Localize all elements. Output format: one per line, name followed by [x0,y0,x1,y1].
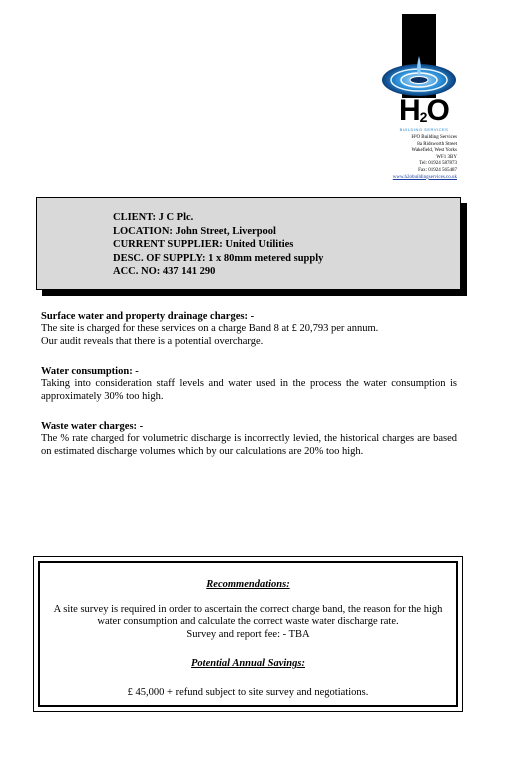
section-text: The % rate charged for volumetric discharge is incorrectly levied, the historical charges are based on estimated discharge volumes which by our calculations are 20% too high. [41,433,457,457]
company-address [347,135,457,181]
logo-wordmark: $H_2O$ [399,94,449,127]
recommendations-text: A site survey is required in order to ascertain the correct charge band, the reason for the high water consumption and calculate the correct waste water discharge rate. [53,604,443,628]
website-link[interactable]: www.h2obuildingservices.co.uk [392,174,457,180]
section-text: Taking into consideration staff levels and water used in the process the water consumption is approximately 30% too high. [41,378,457,402]
section-heading: Water consumption: - [41,366,139,377]
section-text: The site is charged for these services on a charge Band 8 at £ 20,793 per annum. [41,323,379,335]
client-info-box [36,197,461,290]
section-water-consumption [41,366,457,403]
recommendations-inner-border [38,561,458,707]
section-heading: Surface water and property drainage charges: - [41,311,255,322]
section-heading: Waste water charges: - [41,421,144,432]
client-name: CLIENT: J C Plc. [113,212,194,223]
survey-fee-text: Survey and report fee: - TBA [186,629,310,640]
client-supply-desc: DESC. OF SUPPLY: 1 x 80mm metered supply [113,252,324,264]
logo-tagline: BUILDING SERVICES [399,127,449,132]
recommendations-title: Recommendations: [206,579,290,590]
section-surface-water [41,311,457,348]
address-line: WF1 3BY [436,154,457,160]
savings-title: Potential Annual Savings: [191,658,305,669]
address-line: H²O Building Services [411,135,457,140]
address-line: Wakefield, West Yorks [411,148,457,154]
savings-text: £ 45,000 + refund subject to site survey and negotiations. [127,687,369,698]
section-text: Our audit reveals that there is a potential overcharge. [41,335,264,347]
address-fax: Fax: 01924 565487 [418,167,457,173]
recommendations-box [33,556,463,712]
client-supplier: CURRENT SUPPLIER: United Utilities [113,239,294,251]
section-waste-water [41,421,457,458]
company-logo [381,14,458,133]
client-location: LOCATION: John Street, Liverpool [113,225,276,237]
address-line: 8a Ridsworth Street [417,141,457,147]
address-phone: Tel: 01924 587873 [419,161,457,167]
client-account-number: ACC. NO: 437 141 290 [113,266,216,278]
